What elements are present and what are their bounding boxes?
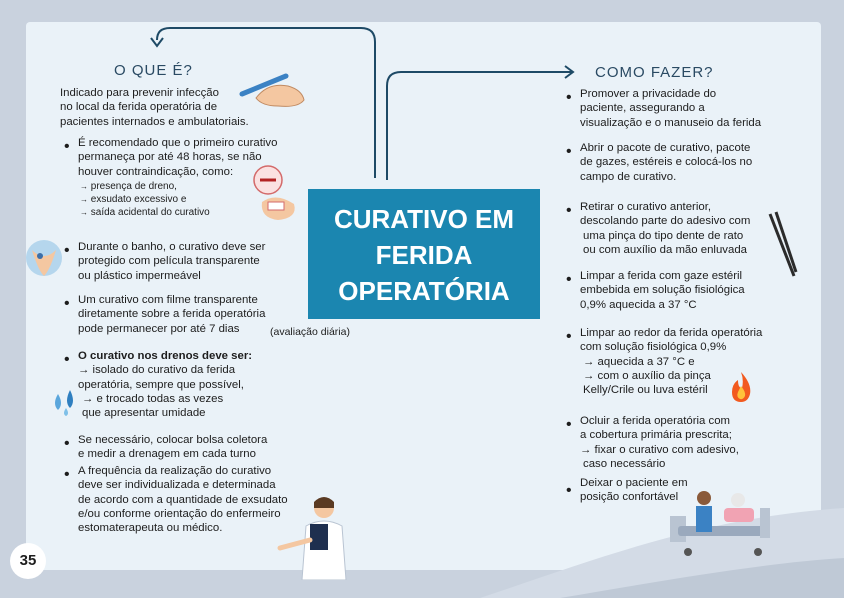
left-item-6: [78, 464, 288, 535]
bullet: •: [64, 138, 70, 155]
step-line: posição confortável: [580, 491, 679, 504]
bullet: •: [64, 351, 70, 368]
right-heading: COMO FAZER?: [595, 64, 714, 81]
step-3: [580, 200, 750, 257]
step-line: 0,9% aquecida a 37 °C: [580, 298, 697, 311]
item-line: de acordo com a quantidade de exsudato: [78, 493, 288, 506]
bullet: •: [566, 271, 572, 288]
step-line: Deixar o paciente em: [580, 477, 688, 489]
bullet: •: [566, 416, 572, 433]
fire-icon: [726, 370, 756, 404]
intro-line: no local da ferida operatória de: [60, 101, 218, 114]
step-line: embebida em solução fisiológica: [580, 284, 745, 297]
bath-icon: [22, 236, 68, 280]
step-line: a cobertura primária prescrita;: [580, 429, 732, 442]
item-title: O curativo nos drenos deve ser:: [78, 350, 253, 362]
hand-pen-icon: [238, 70, 308, 110]
step-line: campo de curativo.: [580, 170, 677, 183]
tweezers-icon: [764, 210, 800, 280]
step-line: Ocluir a ferida operatória com: [580, 415, 731, 427]
intro-text: [60, 86, 249, 129]
step-line: Kelly/Crile ou luva estéril: [583, 384, 708, 397]
step-line: uma pinça do tipo dente de rato: [583, 229, 744, 242]
item-line: estomaterapeuta ou médico.: [78, 522, 223, 535]
bullet: •: [64, 435, 70, 452]
step-1: [580, 87, 761, 130]
step-2: [580, 141, 752, 184]
page-number: 35: [10, 543, 46, 579]
left-item-3: [78, 293, 265, 336]
step-4: [580, 269, 745, 312]
item-line: A frequência da realização do curativo: [78, 465, 272, 477]
item-line: houver contraindicação, como:: [78, 165, 234, 178]
intro-line: Indicado para prevenir infecção: [60, 87, 219, 99]
wound-icon: [248, 162, 302, 224]
item-line: que apresentar umidade: [82, 407, 206, 420]
item-line: deve ser individualizada e determinada: [78, 479, 276, 492]
bullet: •: [566, 89, 572, 106]
item-line: e/ou conforme orientação do enfermeiro: [78, 507, 281, 520]
sub-line: → saída acidental do curativo: [80, 207, 210, 218]
main-title-box: [308, 189, 540, 319]
bullet: •: [566, 328, 572, 345]
item-line: É recomendado que o primeiro curativo: [78, 137, 278, 149]
item-line: → isolado do curativo da ferida: [78, 364, 236, 377]
left-item-4: [78, 349, 252, 392]
item-line: Um curativo com filme transparente: [78, 294, 258, 306]
step-line: caso necessário: [583, 457, 666, 470]
step-line: descolando parte do adesivo com: [580, 215, 751, 228]
step-line: Promover a privacidade do: [580, 88, 717, 100]
nurse-clipboard-icon: [276, 494, 360, 580]
left-item-4-cont: [82, 392, 223, 421]
bullet: •: [64, 295, 70, 312]
bullet: •: [64, 242, 70, 259]
left-item-1-subs: [80, 180, 210, 219]
step-line: Limpar a ferida com gaze estéril: [580, 270, 743, 282]
intro-line: pacientes internados e ambulatoriais.: [60, 115, 249, 128]
step-line: → aquecida a 37 °C e: [583, 355, 695, 368]
bullet: •: [566, 143, 572, 160]
step-line: → com o auxílio da pinça: [583, 369, 711, 382]
item-line: ou plástico impermeável: [78, 269, 201, 282]
item-line: permaneça por até 48 horas, se não: [78, 151, 262, 164]
step-line: Abrir o pacote de curativo, pacote: [580, 142, 751, 154]
drops-icon: [48, 388, 84, 418]
item-line: operatória, sempre que possível,: [78, 378, 244, 391]
step-line: Retirar o curativo anterior,: [580, 201, 712, 213]
item-line: → e trocado todas as vezes: [82, 393, 224, 405]
title-line-1: CURATIVO EM: [333, 204, 515, 234]
step-line: Limpar ao redor da ferida operatória: [580, 327, 763, 339]
sub-line: → presença de dreno,: [80, 181, 177, 192]
bullet: •: [566, 482, 572, 499]
step-line: visualização e o manuseio da ferida: [580, 116, 762, 129]
item-line: e medir a drenagem em cada turno: [78, 448, 256, 461]
step-line: ou com auxílio da mão enluvada: [583, 243, 748, 256]
patient-bed-icon: [668, 486, 774, 558]
sub-line: → exsudato excessivo e: [80, 194, 187, 205]
left-item-5: [78, 433, 267, 462]
item-line: protegido com película transparente: [78, 255, 260, 268]
title-line-2: FERIDA: [375, 240, 473, 270]
step-line: → fixar o curativo com adesivo,: [580, 443, 739, 456]
bullet: •: [566, 202, 572, 219]
item-line: Durante o banho, o curativo deve ser: [78, 241, 266, 253]
left-item-3-note: (avaliação diária): [270, 326, 350, 338]
step-line: de gazes, estéreis e colocá-los no: [580, 156, 753, 169]
title-line-3: OPERATÓRIA: [338, 276, 510, 306]
item-line: Se necessário, colocar bolsa coletora: [78, 434, 268, 446]
left-item-2: [78, 240, 265, 283]
step-line: com solução fisiológica 0,9%: [580, 341, 727, 354]
bullet: •: [64, 466, 70, 483]
left-heading: O QUE É?: [114, 62, 193, 79]
item-line: pode permanecer por até 7 dias: [78, 322, 240, 335]
item-line: diretamente sobre a ferida operatória: [78, 308, 266, 321]
step-6: [580, 414, 739, 471]
step-line: paciente, assegurando a: [580, 102, 705, 115]
